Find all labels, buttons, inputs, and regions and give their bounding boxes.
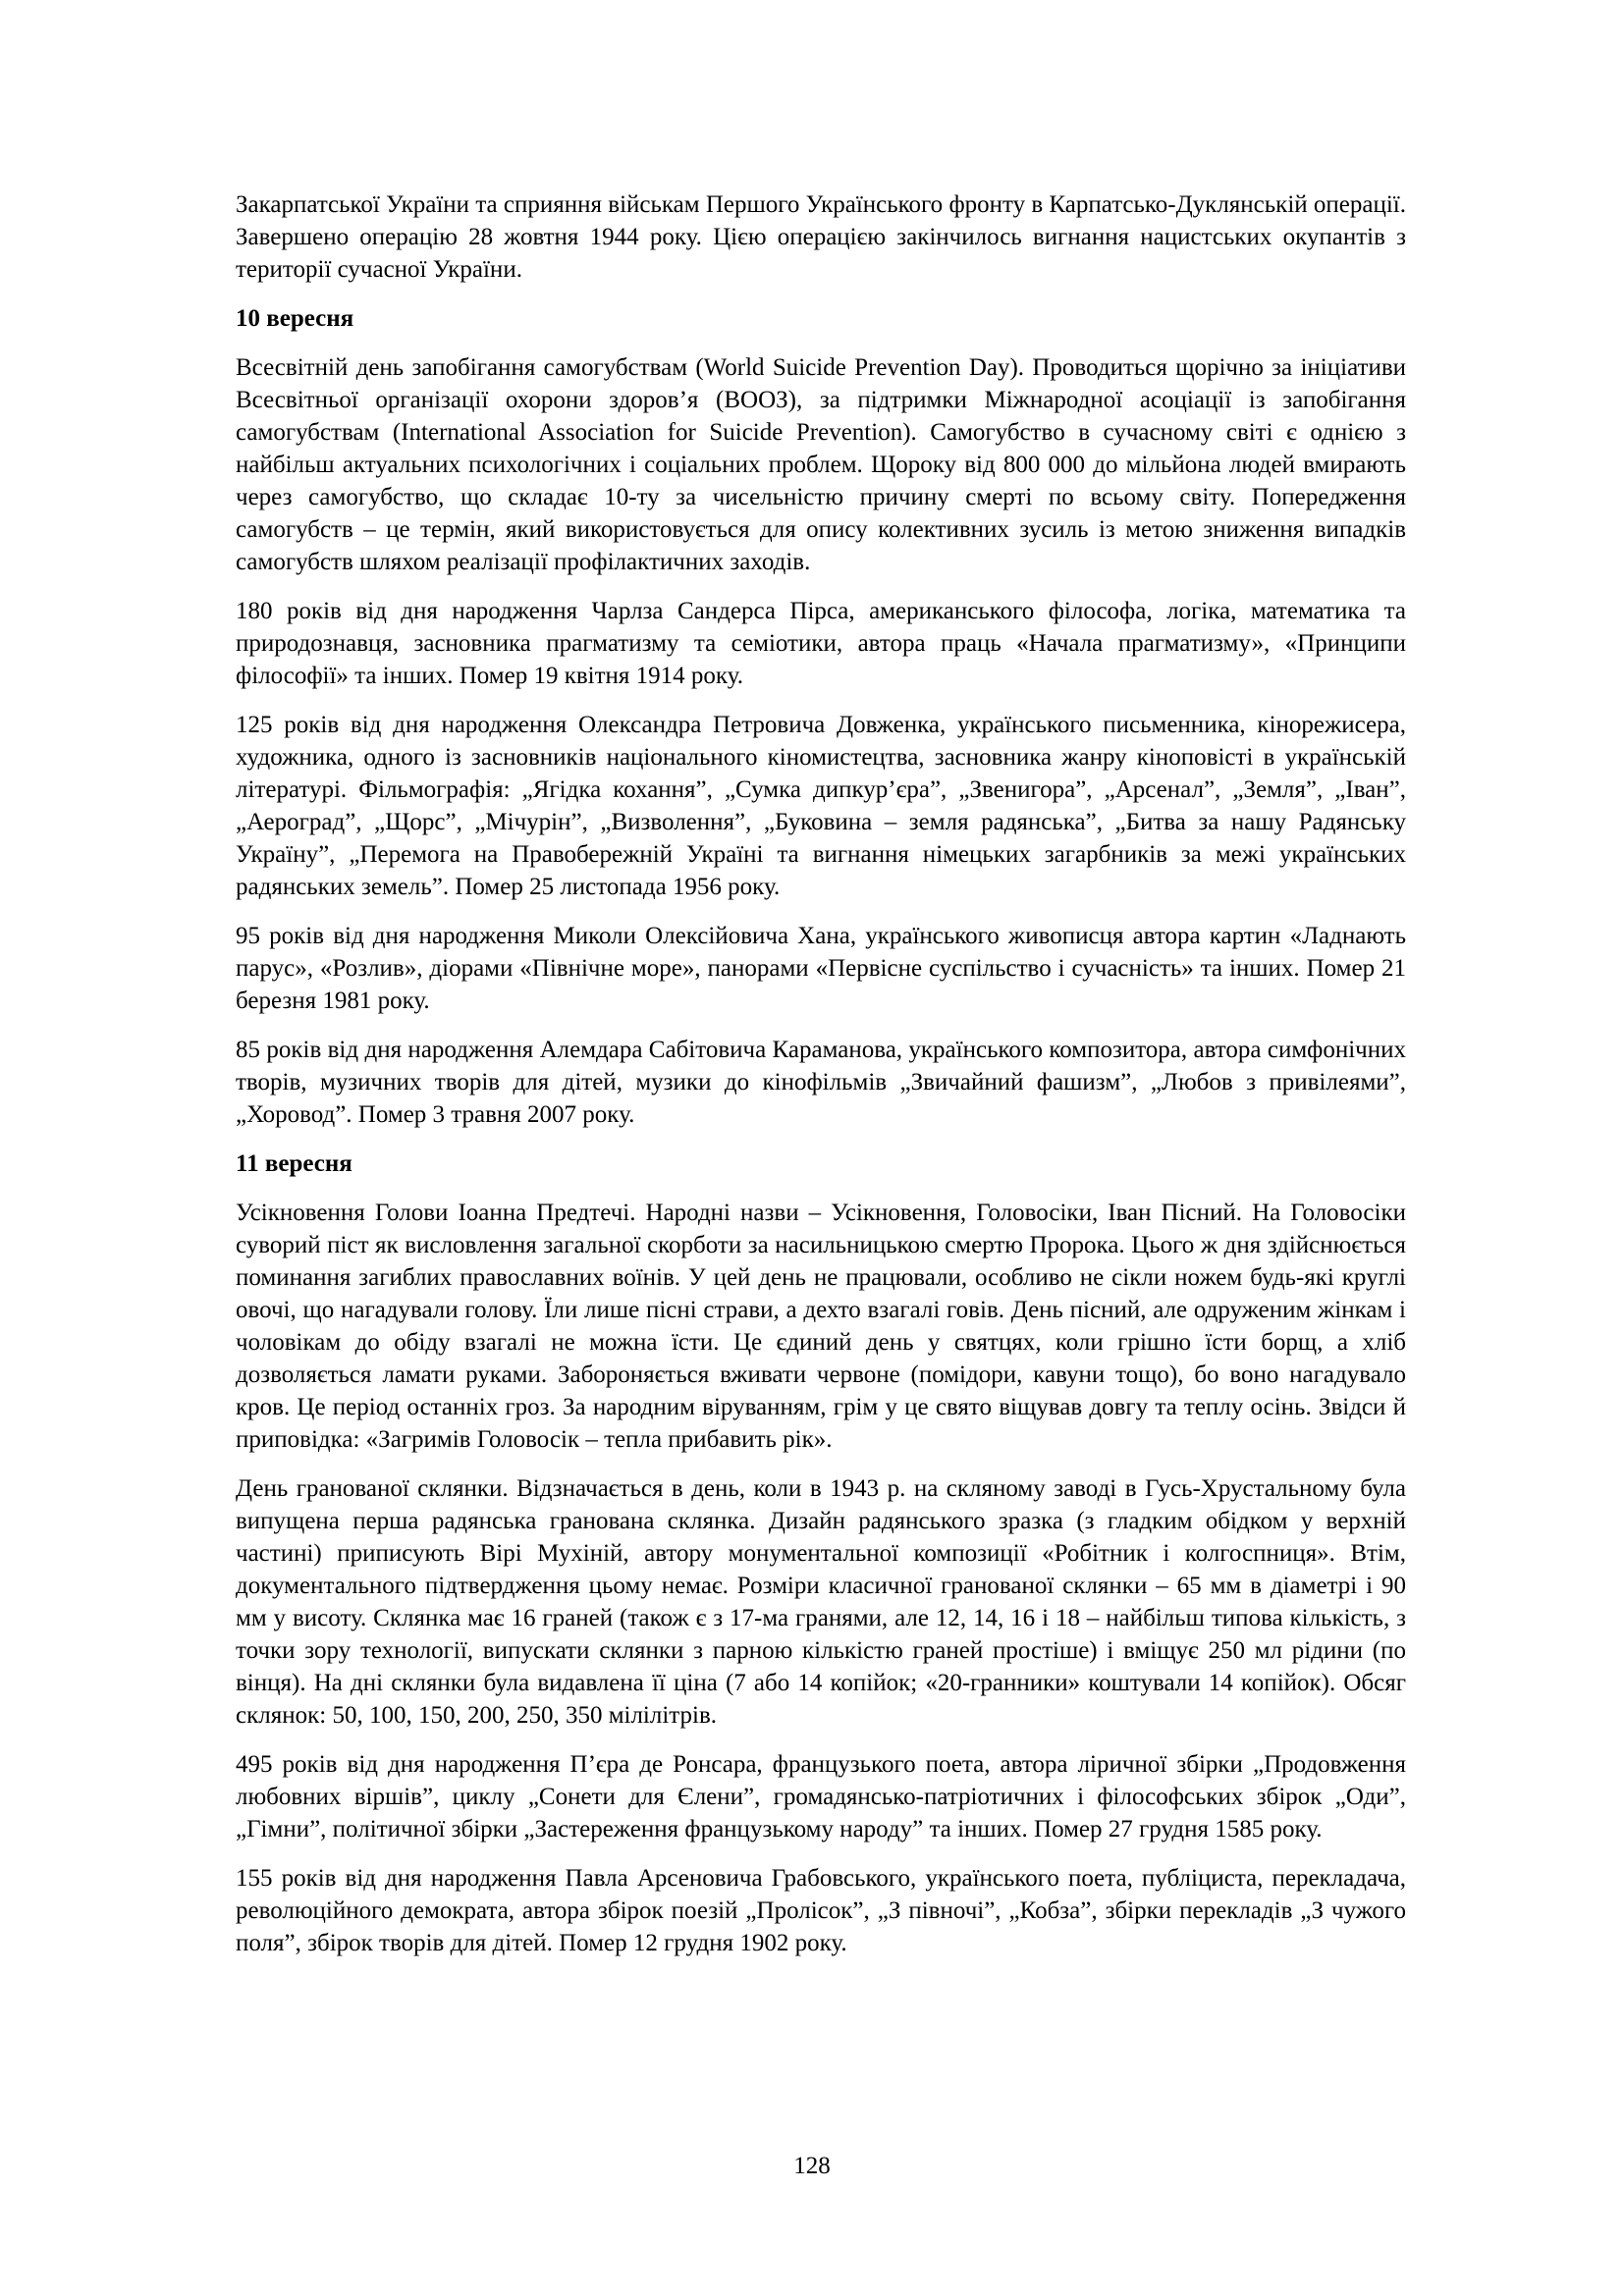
page-number: 128 — [793, 2153, 831, 2179]
paragraph-khan: 95 років від дня народження Миколи Олексійовича Хана, українського живописця автора картин «Ладнають парус», «Розлив», діорами «Північне море», панорами «Первісне суспільство і сучасність» та інших. Помер 21 березня 1981 року. — [236, 923, 1406, 1014]
section-heading-10-september: 10 вересня — [236, 305, 354, 332]
section-heading-11-september: 11 вересня — [236, 1150, 352, 1177]
paragraph-ronsard: 495 років від дня народження П’єра де Ронсара, французького поета, автора ліричної збірки „Продовження любовних віршів”, циклу „Сонети для Єлени”, громадянсько-патріотичних і філософських збірок „Оди”, „Гімни”, політичної збірки „Застереження французькому народу” та інших. Помер 27 грудня 1585 року. — [236, 1751, 1406, 1842]
paragraph-peirce: 180 років від дня народження Чарлза Сандерса Пірса, американського філософа, логіка, математика та природознавця, засновника прагматизму та семіотики, автора праць «Начала прагматизму», «Принципи філософії» та інших. Помер 19 квітня 1914 року. — [236, 598, 1406, 689]
paragraph-dovzhenko: 125 років від дня народження Олександра Петровича Довженка, українського письменника, кінорежисера, художника, одного із засновників національного кіномистецтва, засновника жанру кіноповісті в українській літературі. Фільмографія: „Ягідка кохання”, „Сумка дипкур’єра”, „Звенигора”, „Арсенал”, „Земля”, „Іван”, „Аероград”, „Щорс”, „Мічурін”, „Визволення”, „Буковина – земля радянська”, „Битва за нашу Радянську Україну”, „Перемога на Правобережній Україні та вигнання німецьких загарбників за межі українських радянських земель”. Помер 25 листопада 1956 року. — [236, 712, 1406, 900]
paragraph-faceted-glass-day: День гранованої склянки. Відзначається в день, коли в 1943 р. на скляному заводі в Гусь-Хрустальному була випущена перша радянська гранована склянка. Дизайн радянського зразка (з гладким обідком у верхній частині) приписують Вірі Мухіній, автору монументальної композиції «Робітник і колгоспниця». Втім, документального підтвердження цьому немає. Розміри класичної гранованої склянки – 65 мм в діаметрі і 90 мм у висоту. Склянка має 16 граней (також є з 17-ма гранями, але 12, 14, 16 і 18 – найбільш типова кількість, з точки зору технології, випускати склянки з парною кількістю граней простіше) і вміщує 250 мл рідини (по вінця). На дні склянки була видавлена її ціна (7 або 14 копійок; «20-гранники» коштували 14 копійок). Обсяг склянок: 50, 100, 150, 200, 250, 350 мілілітрів. — [236, 1475, 1406, 1729]
paragraph-karamanov: 85 років від дня народження Алемдара Сабітовича Караманова, українського композитора, автора симфонічних творів, музичних творів для дітей, музики до кінофільмів „Звичайний фашизм”, „Любов з привілеями”, „Хоровод”. Помер 3 травня 2007 року. — [236, 1037, 1406, 1128]
page-content — [236, 188, 1406, 1976]
paragraph-beheading-john-baptist: Усікновення Голови Іоанна Предтечі. Народні назви – Усікновення, Головосіки, Іван Пісний. На Головосіки суворий піст як висловлення загальної скорботи за насильницькою смертю Пророка. Цього ж дня здійснюється поминання загиблих православних воїнів. У цей день не працювали, особливо не сікли ножем будь-які круглі овочі, що нагадували голову. Їли лише пісні страви, а дехто взагалі говів. День пісний, але одруженим жінкам і чоловікам до обіду взагалі не можна їсти. Це єдиний день у святцях, коли грішно їсти борщ, а хліб дозволяється ламати руками. Забороняється вживати червоне (помідори, кавуни тощо), бо воно нагадувало кров. Це період останніх гроз. За народним віруванням, грім у це свято віщував довгу та теплу осінь. Звідси й приповідка: «Загримів Головосік – тепла прибавить рік». — [236, 1200, 1406, 1453]
paragraph-grabovsky: 155 років від дня народження Павла Арсеновича Грабовського, українського поета, публіциста, перекладача, революційного демократа, автора збірок поезій „Пролісок”, „З півночі”, „Кобза”, збірки перекладів „З чужого поля”, збірок творів для дітей. Помер 12 грудня 1902 року. — [236, 1865, 1406, 1956]
paragraph-zakarpattia: Закарпатської України та сприяння військам Першого Українського фронту в Карпатсько-Дуклянській операції. Завершено операцію 28 жовтня 1944 року. Цією операцією закінчилось вигнання нацистських окупантів з території сучасної України. — [236, 191, 1406, 283]
paragraph-suicide-prevention-day: Всесвітній день запобігання самогубствам (World Suicide Prevention Day). Проводиться щорічно за ініціативи Всесвітньої організації охорони здоров’я (ВООЗ), за підтримки Міжнародної асоціації із запобігання самогубствам (International Association for Suicide Prevention). Самогубство в сучасному світі є однією з найбільш актуальних психологічних і соціальних проблем. Щороку від 800 000 до мільйона людей вмирають через самогубство, що складає 10-ту за чисельністю причину смерті по всьому світу. Попередження самогубств – це термін, який використовується для опису колективних зусиль із метою зниження випадків самогубств шляхом реалізації профілактичних заходів. — [236, 354, 1406, 575]
